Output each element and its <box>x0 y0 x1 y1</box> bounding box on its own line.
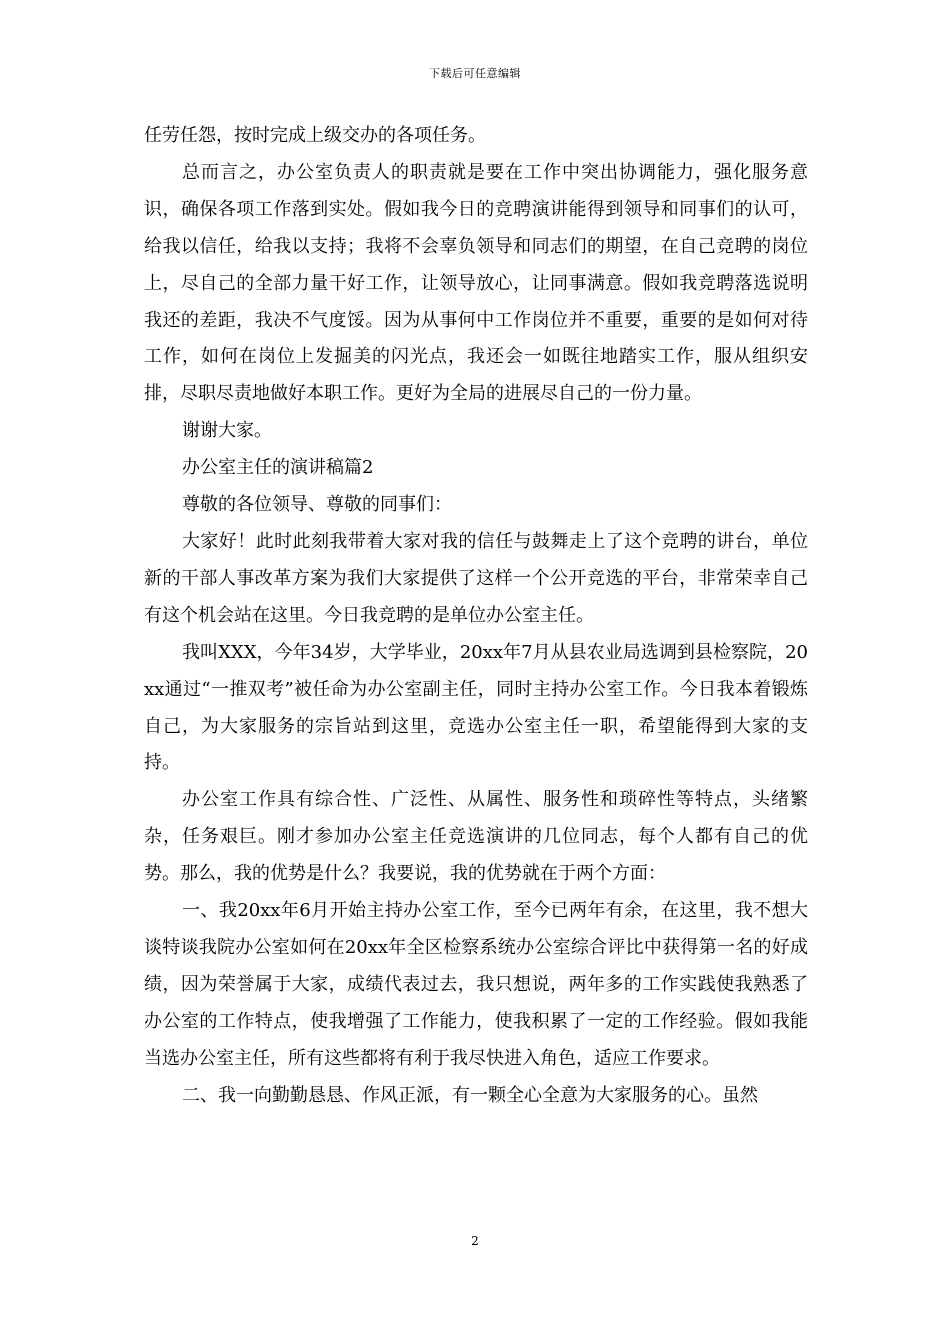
paragraph-advantage-one: 一、我20xx年6月开始主持办公室工作，至今已两年有余，在这里，我不想大谈特谈我院办公室如何在20xx年全区检察系统办公室综合评比中获得第一名的好成绩，因为荣誉属于大家，成绩代表过去，我只想说，两年多的工作实践使我熟悉了办公室的工作特点，使我增强了工作能力，使我积累了一定的工作经验。假如我能当选办公室主任，所有这些都将有利于我尽快进入角色，适应工作要求。 <box>144 900 808 1069</box>
document-body <box>144 118 808 1114</box>
paragraph-salutation: 尊敬的各位领导、尊敬的同事们： <box>182 494 452 516</box>
page-header: 下载后可任意编辑 <box>429 67 521 80</box>
paragraph-continuation: 任劳任怨，按时完成上级交办的各项任务。 <box>144 125 486 146</box>
paragraph-introduction: 我叫XXX，今年34岁，大学毕业，20xx年7月从县农业局选调到县检察院，20xx通过“一推双考”被任命为办公室副主任，同时主持办公室工作。今日我本着锻炼自己，为大家服务的宗旨站到这里，竞选办公室主任一职，希望能得到大家的支持。 <box>144 641 808 774</box>
paragraph-thanks: 谢谢大家。 <box>182 420 272 442</box>
section-title: 办公室主任的演讲稿篇2 <box>182 457 374 479</box>
page-number: 2 <box>471 1234 479 1248</box>
paragraph-office-work: 办公室工作具有综合性、广泛性、从属性、服务性和琐碎性等特点，头绪繁杂，任务艰巨。刚才参加办公室主任竞选演讲的几位同志，每个人都有自己的优势。那么，我的优势是什么？我要说，我的优势就在于两个方面： <box>144 789 808 885</box>
paragraph-advantage-two: 二、我一向勤勤恳恳、作风正派，有一颗全心全意为大家服务的心。虽然 <box>182 1084 758 1106</box>
paragraph-summary: 总而言之，办公室负责人的职责就是要在工作中突出协调能力，强化服务意识，确保各项工作落到实处。假如我今日的竞聘演讲能得到领导和同事们的认可，给我以信任，给我以支持；我将不会辜负领导和同志们的期望，在自己竞聘的岗位上，尽自己的全部力量干好工作，让领导放心，让同事满意。假如我竞聘落选说明我还的差距，我决不气度馁。因为从事何中工作岗位并不重要，重要的是如何对待工作，如何在岗位上发掘美的闪光点，我还会一如既往地踏实工作，服从组织安排，尽职尽责地做好本职工作。更好为全局的进展尽自己的一份力量。 <box>144 161 808 405</box>
paragraph-greeting: 大家好！此时此刻我带着大家对我的信任与鼓舞走上了这个竞聘的讲台，单位新的干部人事改革方案为我们大家提供了这样一个公开竞选的平台，非常荣幸自己有这个机会站在这里。今日我竞聘的是单位办公室主任。 <box>144 530 808 626</box>
